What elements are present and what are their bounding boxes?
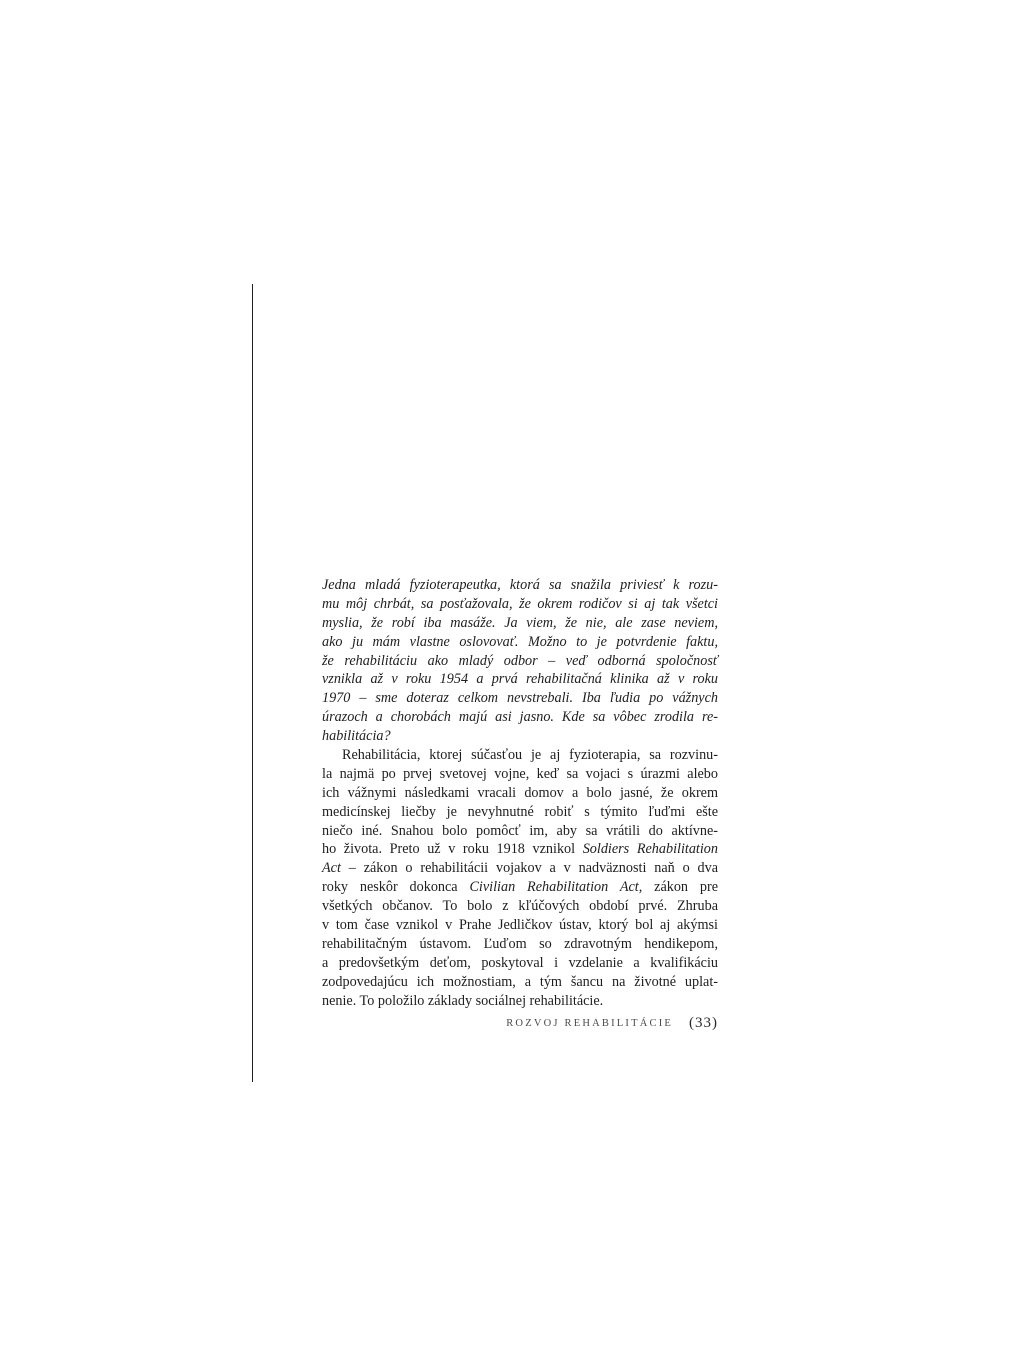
body-line: zodpovedajúcu ich možnostiam, a tým šancu na životné uplat-: [322, 973, 718, 990]
body-line-text: ho života. Preto už v roku 1918 vznikol: [322, 841, 576, 858]
body-line: medicínskej liečby je nevyhnutné robiť s týmito ľuďmi ešte: [322, 803, 718, 820]
body-line: a predovšetkým deťom, poskytoval i vzdelanie a kvalifikáciu: [322, 954, 718, 971]
intro-line: habilitácia?: [322, 728, 391, 745]
intro-line: 1970 – sme doteraz celkom nevstrebali. Iba ľudia po vážnych: [322, 690, 718, 707]
intro-line: mu môj chrbát, sa posťažovala, že okrem rodičov si aj tak všetci: [322, 595, 718, 612]
body-line: [322, 878, 718, 897]
intro-paragraph: [322, 576, 718, 746]
body-line: ich vážnymi následkami vracali domov a bolo jasné, že okrem: [322, 784, 718, 801]
body-line-text: roky neskôr dokonca: [322, 879, 458, 896]
body-line: [322, 840, 718, 859]
body-line: všetkých občanov. To bolo z kľúčových období prvé. Zhruba: [322, 898, 718, 915]
body-line: nenie. To položilo základy sociálnej rehabilitácie.: [322, 992, 604, 1009]
page-footer: [322, 1014, 718, 1032]
intro-line: vznikla až v roku 1954 a prvá rehabilitačná klinika až v roku: [322, 671, 718, 688]
body-line: [322, 859, 718, 878]
body-line: la najmä po prvej svetovej vojne, keď sa vojaci s úrazmi alebo: [322, 765, 718, 782]
italic-term: Civilian Rehabilitation Act,: [469, 879, 643, 896]
body-paragraph: [322, 746, 718, 1010]
body-line: rehabilitačným ústavom. Ľuďom so zdravotným hendikepom,: [322, 935, 718, 952]
intro-line: že rehabilitáciu ako mladý odbor – veď odborná spoločnosť: [322, 652, 718, 669]
intro-line: ako ju mám vlastne oslovovať. Možno to je potvrdenie faktu,: [322, 633, 718, 650]
running-head: ROZVOJ REHABILITÁCIE: [506, 1017, 673, 1029]
body-line: v tom čase vznikol v Prahe Jedličkov ústav, ktorý bol aj akýmsi: [322, 917, 718, 934]
intro-line: myslia, že robí iba masáže. Ja viem, že nie, ale zase neviem,: [322, 614, 718, 631]
text-block: [322, 576, 718, 1010]
body-line-text: zákon pre: [654, 879, 718, 896]
body-line-text: – zákon o rehabilitácii vojakov a v nadväznosti naň o dva: [348, 860, 718, 877]
page-edge-line: [252, 284, 253, 1082]
italic-term: Soldiers Rehabilitation: [582, 841, 718, 858]
body-line: niečo iné. Snahou bolo pomôcť im, aby sa vrátili do aktívne-: [322, 822, 718, 839]
page-number: (33): [689, 1014, 718, 1031]
intro-line: Jedna mladá fyzioterapeutka, ktorá sa snažila priviesť k rozu-: [322, 577, 718, 593]
intro-line: úrazoch a chorobách majú asi jasno. Kde sa vôbec zrodila re-: [322, 709, 718, 726]
italic-term: Act: [322, 860, 341, 877]
body-line: Rehabilitácia, ktorej súčasťou je aj fyzioterapia, sa rozvinu-: [342, 747, 718, 764]
